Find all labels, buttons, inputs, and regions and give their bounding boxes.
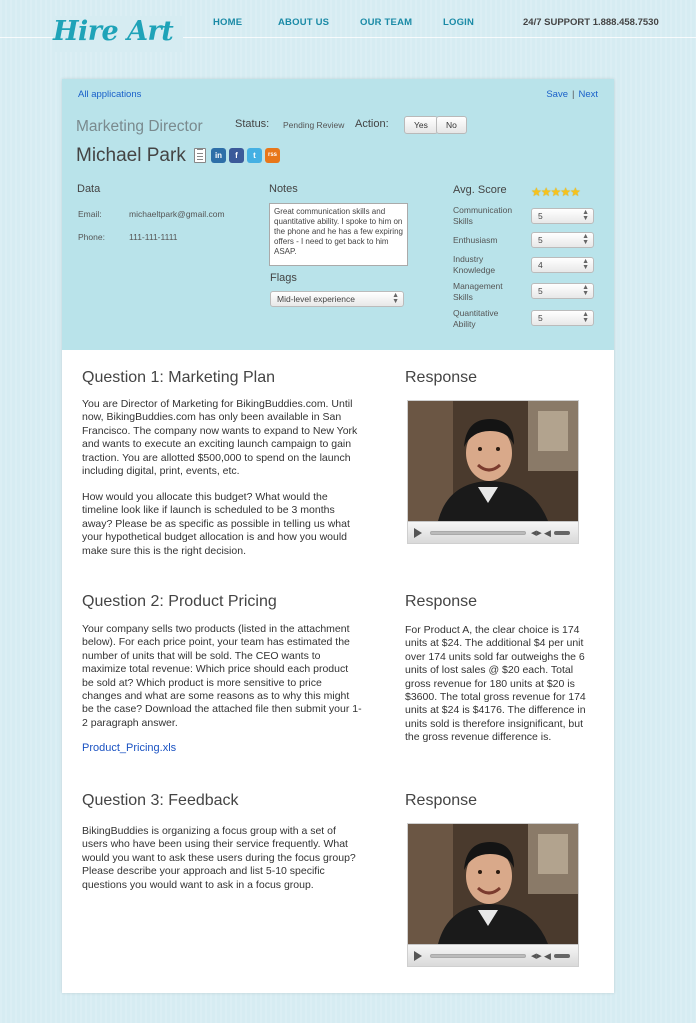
flags-select[interactable] <box>270 291 404 307</box>
response-1-video[interactable] <box>407 400 579 544</box>
separator: | <box>571 89 575 100</box>
select-arrows-icon: ▲ ▼ <box>582 209 589 222</box>
question-1-text-2: How would you allocate this budget? What would the timeline look like if launch is scheduled to be 3 months away? Please be as specific as possible in telling us what your hypothetical budget allocation is and how you would make sure this is the right decision. <box>82 491 350 557</box>
video-progress-track[interactable] <box>430 531 526 535</box>
select-arrows-icon: ▲ ▼ <box>582 258 589 271</box>
avg-score-heading: Avg. Score <box>453 184 507 196</box>
score-select-enthusiasm[interactable] <box>531 232 594 248</box>
resume-document-icon[interactable] <box>194 148 206 163</box>
volume-icon[interactable]: ◀ <box>544 528 551 538</box>
select-arrows-icon: ▲ ▼ <box>582 311 589 324</box>
flags-select-value: Mid-level experience <box>277 294 355 304</box>
response-1-title: Response <box>405 369 478 386</box>
video-controls <box>408 521 578 543</box>
next-link[interactable]: Next <box>578 89 598 100</box>
star-rating-icon: ★★★★★ <box>531 185 580 199</box>
question-1-title: Question 1: Marketing Plan <box>82 369 275 386</box>
question-2-text: Your company sells two products (listed in the attachment below). For each price point, your team has estimated the number of units that will be sold. The CEO wants to maximize total revenue: Which price should each product be sold at? Which product is more sensitive to price changes and what are some reasons as to why this might be the case? Download the attached file then submit your 1-2 paragraph answer. <box>82 623 362 729</box>
support-phone: 24/7 SUPPORT 1.888.458.7530 <box>523 17 659 28</box>
volume-slider[interactable] <box>554 954 570 958</box>
status-value: Pending Review <box>283 120 345 130</box>
facebook-icon[interactable]: f <box>229 148 244 163</box>
score-select-management[interactable] <box>531 283 594 299</box>
product-pricing-attachment-link[interactable]: Product_Pricing.xls <box>82 742 177 754</box>
email-value[interactable]: michaeltpark@gmail.com <box>129 209 225 219</box>
no-button[interactable]: No <box>436 116 467 134</box>
nav-about-us[interactable]: ABOUT US <box>278 17 330 28</box>
score-value: 5 <box>538 313 543 323</box>
score-value: 5 <box>538 235 543 245</box>
nav-our-team[interactable]: OUR TEAM <box>360 17 413 28</box>
application-card <box>62 79 614 993</box>
phone-value: 111-111-1111 <box>129 232 178 242</box>
candidate-panel <box>62 79 614 350</box>
score-value: 5 <box>538 286 543 296</box>
video-controls <box>408 944 578 966</box>
top-bar <box>0 0 696 60</box>
score-label-industry: Industry Knowledge <box>453 254 496 275</box>
candidate-video-thumbnail <box>408 824 578 944</box>
score-label-enthusiasm: Enthusiasm <box>453 235 498 245</box>
save-link[interactable]: Save <box>546 89 568 100</box>
select-arrows-icon: ▲ ▼ <box>582 284 589 297</box>
response-2-text: For Product A, the clear choice is 174 units at $24. The additional $4 per unit over 174 units sold far outweighs the 6 units of lost sales @ $20 each. Total gross revenue for 180 units at $20 is $3600. The total gross revenue for 174 units at $24 is $4176. The difference in units sold is therefore insignificant, but the gross revenue difference is. <box>405 624 586 744</box>
save-next-bar <box>546 89 598 100</box>
select-arrows-icon: ▲ ▼ <box>392 292 399 305</box>
nav-login[interactable]: LOGIN <box>443 17 475 28</box>
volume-slider[interactable] <box>554 531 570 535</box>
response-2-title: Response <box>405 593 478 610</box>
twitter-icon[interactable]: t <box>247 148 262 163</box>
response-3-title: Response <box>405 792 478 809</box>
email-label: Email: <box>78 209 102 219</box>
phone-label: Phone: <box>78 232 105 242</box>
score-select-industry[interactable] <box>531 257 594 273</box>
score-value: 4 <box>538 260 543 270</box>
notes-heading: Notes <box>269 183 298 195</box>
notes-textarea[interactable]: Great communication skills and quantitative ability. I spoke to him on the phone and he has a few expiring offers - I need to get back to him ASAP. <box>269 203 408 266</box>
score-select-communication[interactable] <box>531 208 594 224</box>
video-frame <box>408 824 578 944</box>
hireart-logo[interactable]: Hire Art <box>53 16 183 52</box>
score-label-management: Management Skills <box>453 281 503 302</box>
fullscreen-icon[interactable]: ◀▶ <box>531 953 542 960</box>
volume-icon[interactable]: ◀ <box>544 951 551 961</box>
select-arrows-icon: ▲ ▼ <box>582 233 589 246</box>
all-applications-link[interactable]: All applications <box>78 89 142 100</box>
score-value: 5 <box>538 211 543 221</box>
yes-button[interactable]: Yes <box>404 116 438 134</box>
question-3-title: Question 3: Feedback <box>82 792 239 809</box>
linkedin-icon[interactable]: in <box>211 148 226 163</box>
status-label: Status: <box>235 118 270 130</box>
question-3-text: BikingBuddies is organizing a focus group with a set of users who have been using their service frequently. What would you want to ask these users during the focus group? Please describe your approach and list 5-10 specific questions you would want to ask in a focus group. <box>82 825 356 891</box>
data-heading: Data <box>77 183 101 195</box>
question-1-text: You are Director of Marketing for BikingBuddies.com. Until now, BikingBuddies.com has only been available in San Francisco. The company now wants to expand to New York and wants to execute an exciting launch campaign to gain traction. You are allotted $500,000 to spend on the launch including digital, print, events, etc. <box>82 398 358 478</box>
flags-heading: Flags <box>270 272 297 284</box>
play-icon[interactable] <box>414 951 422 961</box>
video-frame <box>408 401 578 521</box>
candidate-name: Michael Park <box>76 145 186 166</box>
question-2-title: Question 2: Product Pricing <box>82 593 277 610</box>
score-select-quantitative[interactable] <box>531 310 594 326</box>
play-icon[interactable] <box>414 528 422 538</box>
rss-icon[interactable]: rss <box>265 148 280 163</box>
response-3-video[interactable] <box>407 823 579 967</box>
action-label: Action: <box>355 118 389 130</box>
job-title: Marketing Director <box>76 118 203 135</box>
video-progress-track[interactable] <box>430 954 526 958</box>
score-label-quantitative: Quantitative Ability <box>453 308 499 329</box>
candidate-video-thumbnail <box>408 401 578 521</box>
fullscreen-icon[interactable]: ◀▶ <box>531 530 542 537</box>
score-label-communication: Communication Skills <box>453 205 513 226</box>
nav-home[interactable]: HOME <box>213 17 243 28</box>
